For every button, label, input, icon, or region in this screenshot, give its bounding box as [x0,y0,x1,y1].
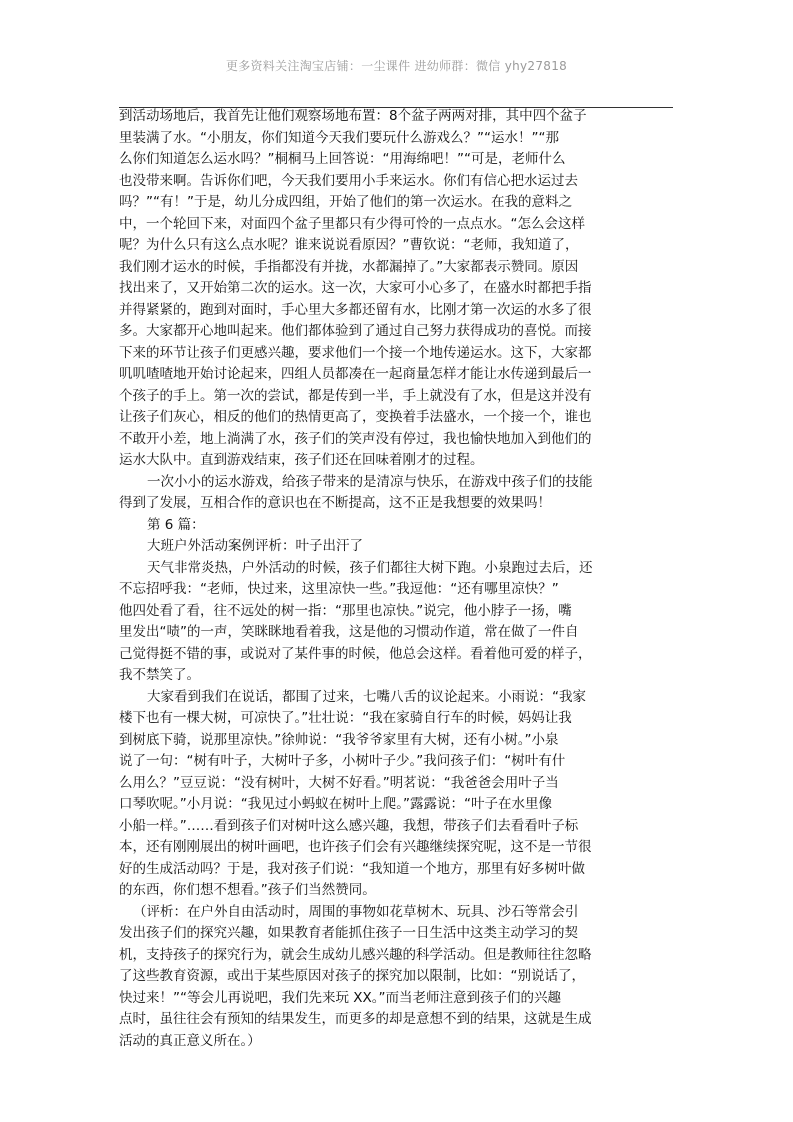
text-line: 我不禁笑了。 [119,667,200,683]
text-line: 叽叽喳喳地开始讨论起来，四组人员都凑在一起商量怎样才能让水传递到最后一 [119,366,592,382]
text-line: 好的生成活动吗？于是，我对孩子们说：“我知道一个地方，那里有好多树叶做 [119,860,585,877]
text-line: 楼下也有一棵大树，可凉快了。”壮壮说：“我在家骑自行车的时候，妈妈让我 [119,710,572,726]
text-line: 他四处看了看，往不远处的树一指：“那里也凉快。”说完，他小脖子一扬，嘴 [119,602,572,619]
text-line: 己觉得挺不错的事，或说对了某件事的时候，他总会这样。看着他可爱的样子， [119,645,592,662]
text-line: 到树底下骑，说那里凉快。”徐帅说：“我爷爷家里有大树，还有小树。”小泉 [119,731,559,748]
text-line: 并得紧紧的，跑到对面时，手心里大多都还留有水，比刚才第一次运的水多了很 [119,301,592,318]
text-line: 到活动场地后，我首先让他们观察场地布置：8个盆子两两对排，其中四个盆子 [119,108,587,124]
text-line: 一次小小的运水游戏，给孩子带来的是清凉与快乐，在游戏中孩子们的技能 [147,473,593,490]
section-label: 第 6 篇： [147,516,205,533]
commentary-line: 活动的真正意义所在。） [119,1032,261,1049]
commentary-line: 机，支持孩子的探究行为，就会生成幼儿感兴趣的科学活动。但是教师往往忽略 [119,946,592,963]
text-line: 天气非常炎热，户外活动的时候，孩子们都往大树下跑。小泉跑过去后，还 [147,559,593,576]
text-line: 么用么？”豆豆说：“没有树叶，大树不好看。”明茗说：“我爸爸会用叶子当 [119,774,559,791]
text-line: 大家看到我们在说话，都围了过来，七嘴八舌的议论起来。小雨说：“我家 [147,688,586,705]
section-title: 大班户外活动案例评析：叶子出汗了 [147,538,363,554]
text-line: 中，一个轮回下来，对面四个盆子里都只有少得可怜的一点点水。“怎么会这样 [119,215,585,232]
text-line: 口琴吹呢。”小月说：“我见过小蚂蚁在树叶上爬。”露露说：“叶子在水里像 [119,796,552,812]
text-line: 本，还有刚刚展出的树叶画吧，也许孩子们会有兴趣继续探究呢，这不是一节很 [119,839,592,855]
text-line: 呢？为什么只有这么点水呢？谁来说说看原因？”曹钦说：“老师，我知道了， [119,237,579,253]
text-line: 的东西，你们想不想看。”孩子们当然赞同。 [119,882,376,898]
text-line: 个孩子的手上。第一次的尝试，都是传到一半，手上就没有了水，但是这并没有 [119,387,592,404]
commentary-line: 了这些教育资源，或出于某些原因对孩子的探究加以限制，比如：“别说话了， [119,968,585,984]
text-line: 不忘招呼我：“老师，快过来，这里凉快一些。”我逗他：“还有哪里凉快？” [119,581,559,597]
text-line: 运水大队中。直到游戏结束，孩子们还在回味着刚才的过程。 [119,452,484,468]
text-line: 找出来了，又开始第二次的运水。这一次，大家可小心多了，在盛水时都把手指 [119,280,592,296]
text-line: 得到了发展，互相合作的意识也在不断提高，这不正是我想要的效果吗！ [119,495,551,511]
text-line: 么你们知道怎么运水吗？”桐桐马上回答说：“用海绵吧！”“可是，老师什么 [119,151,566,167]
text-line: 说了一句：“树有叶子，大树叶子多，小树叶子少。”我问孩子们：“树叶有什 [119,753,566,769]
text-line: 多。大家都开心地叫起来。他们都体验到了通过自己努力获得成功的喜悦。而接 [119,323,592,339]
commentary-line: 点时，虽往往会有预知的结果发生，而更多的却是意想不到的结果，这就是生成 [119,1011,592,1027]
text-line: 不敢开小差，地上淌满了水，孩子们的笑声没有停过，我也愉快地加入到他们的 [119,430,592,447]
text-line: 让孩子们灰心，相反的他们的热情更高了，变换着手法盛水，一个接一个，谁也 [119,409,592,425]
text-line: 里装满了水。“小朋友，你们知道今天我们要玩什么游戏么？”“运水！”“那 [119,129,559,146]
text-line: 吗？”“有！”于是，幼儿分成四组，开始了他们的第一次运水。在我的意料之 [119,194,572,210]
text-line: 小船一样。”……看到孩子们对树叶这么感兴趣，我想，带孩子们去看看叶子标 [119,817,579,834]
text-line: 也没带来啊。告诉你们吧，今天我们要用小手来运水。你们有信心把水运过去 [119,172,578,189]
text-line: 里发出“啧”的一声，笑眯眯地看着我，这是他的习惯动作道，常在做了一件自 [119,624,579,640]
commentary-line: 快过来！”“等会儿再说吧，我们先来玩 XX。”而当老师注意到孩子们的兴趣 [119,989,562,1006]
text-line: 我们刚才运水的时候，手指都没有并拢，水都漏掉了。”大家都表示赞同。原因 [119,258,579,275]
commentary-line: （评析：在户外自由活动时，周围的事物如花草树木、玩具、沙石等常会引 [133,903,579,920]
commentary-line: 发出孩子们的探究兴趣，如果教育者能抓住孩子一日生活中这类主动学习的契 [119,925,578,941]
text-line: 下来的环节让孩子们更感兴趣，要求他们一个接一个地传递运水。这下，大家都 [119,344,592,361]
document-body [119,106,675,1052]
watermark-text: 更多资料关注淘宝店铺：一尘课件 进幼师群：微信 yhy27818 [225,59,568,73]
